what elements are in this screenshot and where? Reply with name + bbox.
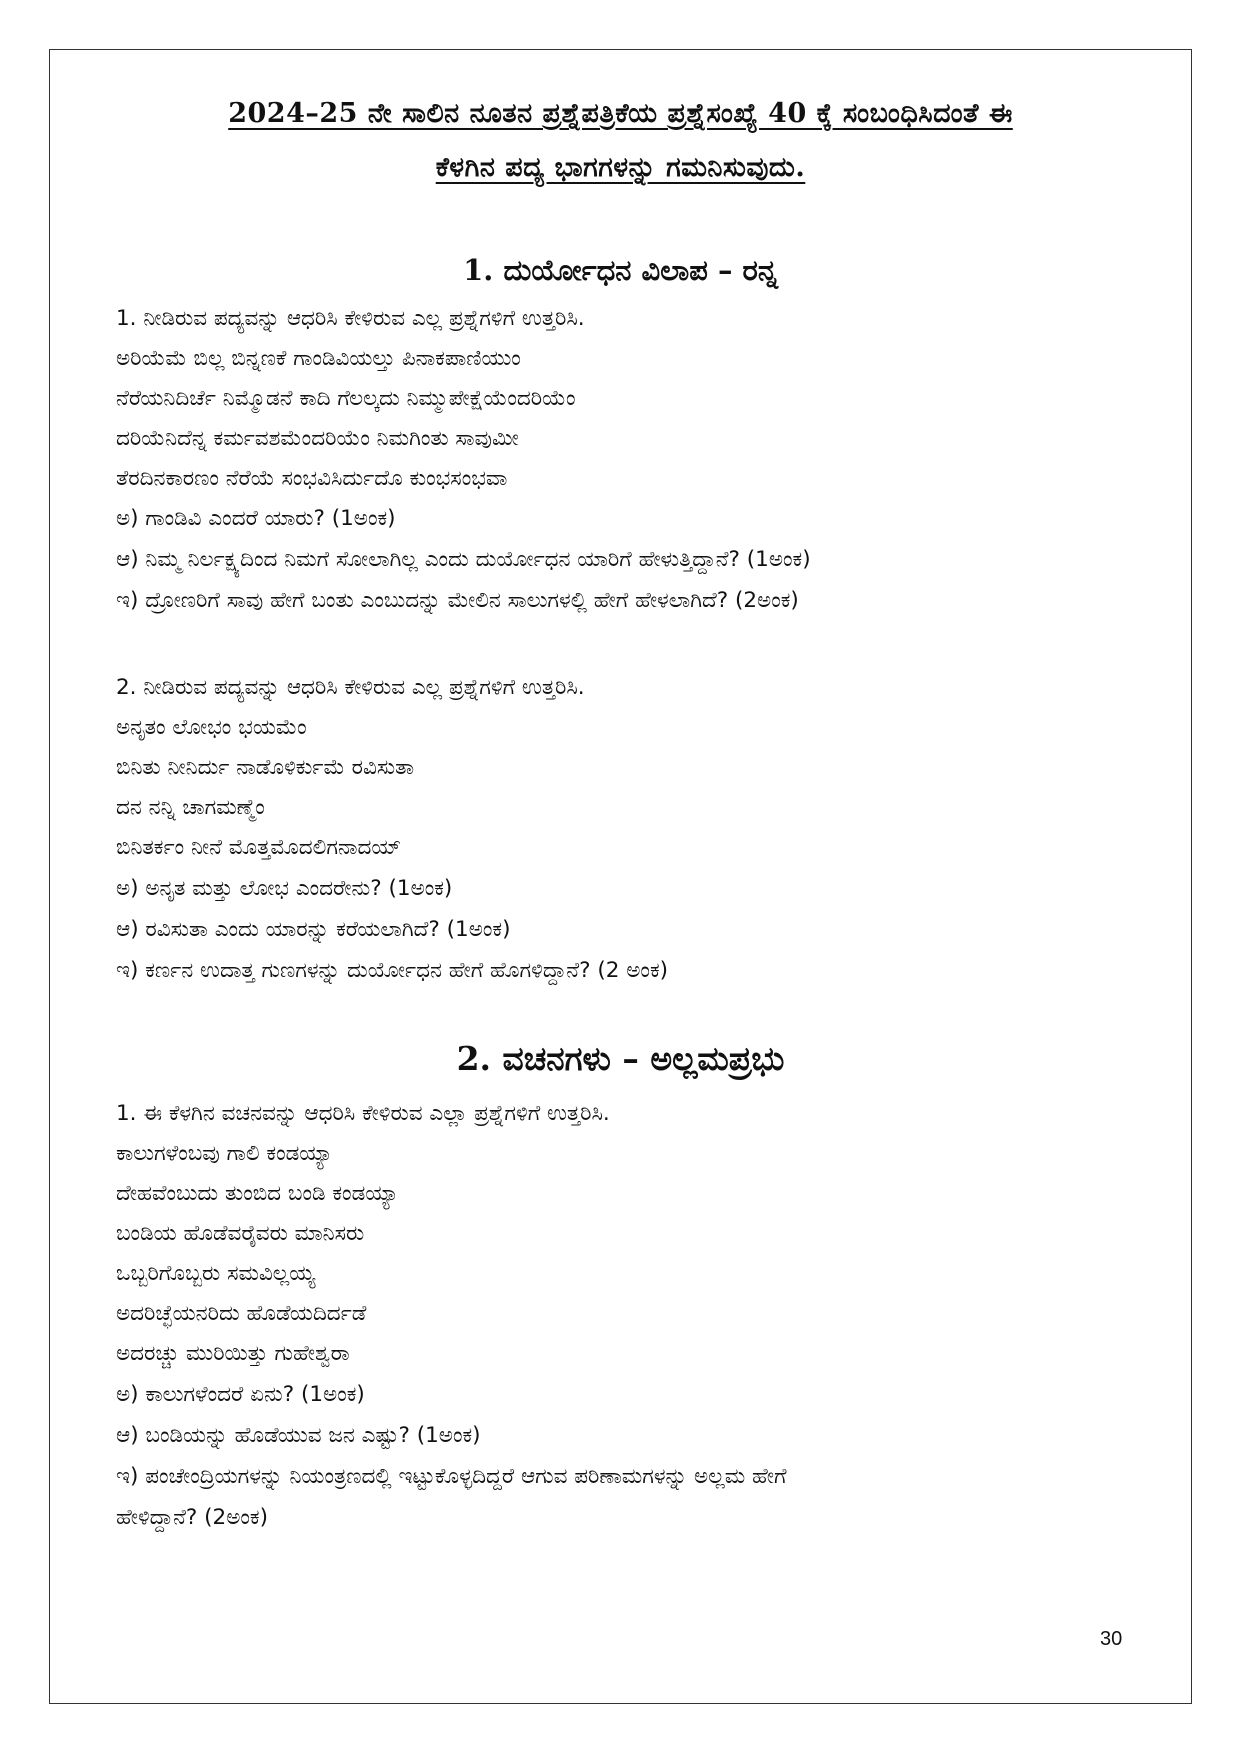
question: ಅ) ಗಾಂಡಿವಿ ಎಂದರೆ ಯಾರು? (1ಅಂಕ) xyxy=(116,506,396,531)
verse-line: ಕಾಲುಗಳೆಂಬವು ಗಾಲಿ ಕಂಡಯ್ಯಾ xyxy=(116,1141,333,1166)
question: ಇ) ಕರ್ಣನ ಉದಾತ್ತ ಗುಣಗಳನ್ನು ದುರ್ಯೋಧನ ಹೇಗೆ ಹೊಗಳಿದ್ದಾನೆ? (2 ಅಂಕ) xyxy=(116,958,669,983)
verse-line: ದನ ನನ್ನಿ ಚಾಗಮಣ್ಮೆಂ xyxy=(116,795,265,820)
section-2-title: 2. ವಚನಗಳು – ಅಲ್ಲಮಪ್ರಭು xyxy=(456,1039,785,1078)
verse-line: ಒಬ್ಬರಿಗೊಬ್ಬರು ಸಮವಿಲ್ಲಯ್ಯ xyxy=(116,1261,316,1286)
verse-line: ನೆರೆಯನಿದಿರ್ಚೆ ನಿಮ್ಮೊಡನೆ ಕಾದಿ ಗೆಲಲ್ಕದು ನಿಮ್ಮುಪೇಕ್ಷೆಯೆಂದರಿಯೆಂ xyxy=(116,386,576,411)
instruction: 1. ಈ ಕೆಳಗಿನ ವಚನವನ್ನು ಆಧರಿಸಿ ಕೇಳಿರುವ ಎಲ್ಲಾ ಪ್ರಶ್ನೆಗಳಿಗೆ ಉತ್ತರಿಸಿ. xyxy=(116,1101,610,1126)
verse-line: ಬಿನಿತು ನೀನಿರ್ದು ನಾಡೊಳಿರ್ಕುಮೆ ರವಿಸುತಾ xyxy=(116,755,415,780)
verse-line: ತೆರದಿನಕಾರಣಂ ನೆರೆಯೆ ಸಂಭವಿಸಿರ್ದುದೊ ಕುಂಭಸಂಭವಾ xyxy=(116,466,508,491)
verse-line: ಅನೃತಂ ಲೋಭಂ ಭಯಮೆಂ xyxy=(116,715,307,740)
instruction: 2. ನೀಡಿರುವ ಪದ್ಯವನ್ನು ಆಧರಿಸಿ ಕೇಳಿರುವ ಎಲ್ಲ ಪ್ರಶ್ನೆಗಳಿಗೆ ಉತ್ತರಿಸಿ. xyxy=(116,675,585,700)
question: ಆ) ನಿಮ್ಮ ನಿರ್ಲಕ್ಷ್ಯದಿಂದ ನಿಮಗೆ ಸೋಲಾಗಿಲ್ಲ ಎಂದು ದುರ್ಯೋಧನ ಯಾರಿಗೆ ಹೇಳುತ್ತಿದ್ದಾನೆ? (1ಅಂಕ) xyxy=(116,547,811,572)
page-heading-line-1: 2024–25 ನೇ ಸಾಲಿನ ನೂತನ ಪ್ರಶ್ನೆಪತ್ರಿಕೆಯ ಪ್ರಶ್ನೆಸಂಖ್ಯೆ 40 ಕ್ಕೆ ಸಂಬಂಧಿಸಿದಂತೆ ಈ xyxy=(228,98,1013,129)
verse-line: ದರಿಯೆನಿದೆನ್ನ ಕರ್ಮವಶಮೆಂದರಿಯೆಂ ನಿಮಗಿಂತು ಸಾವುಮೀ xyxy=(116,426,519,451)
verse-line: ಬಂಡಿಯ ಹೊಡೆವರೈವರು ಮಾನಿಸರು xyxy=(116,1221,365,1246)
question: ಇ) ದ್ರೋಣರಿಗೆ ಸಾವು ಹೇಗೆ ಬಂತು ಎಂಬುದನ್ನು ಮೇಲಿನ ಸಾಲುಗಳಲ್ಲಿ ಹೇಗೆ ಹೇಳಲಾಗಿದೆ? (2ಅಂಕ) xyxy=(116,588,799,613)
question: ಇ) ಪಂಚೇಂದ್ರಿಯಗಳನ್ನು ನಿಯಂತ್ರಣದಲ್ಲಿ ಇಟ್ಟುಕೊಳ್ಳದಿದ್ದರೆ ಆಗುವ ಪರಿಣಾಮಗಳನ್ನು ಅಲ್ಲಮ ಹೇಗೆ xyxy=(116,1464,787,1489)
question: ಆ) ರವಿಸುತಾ ಎಂದು ಯಾರನ್ನು ಕರೆಯಲಾಗಿದೆ? (1ಅಂಕ) xyxy=(116,917,511,942)
section-1-title: 1. ದುರ್ಯೋಧನ ವಿಲಾಪ – ರನ್ನ xyxy=(463,253,778,287)
question: ಅ) ಕಾಲುಗಳೆಂದರೆ ಏನು? (1ಅಂಕ) xyxy=(116,1382,365,1407)
question: ಆ) ಬಂಡಿಯನ್ನು ಹೊಡೆಯುವ ಜನ ಎಷ್ಟು? (1ಅಂಕ) xyxy=(116,1423,481,1448)
verse-line: ಅದರಿಚ್ಛೆಯನರಿದು ಹೊಡೆಯದಿರ್ದಡೆ xyxy=(116,1301,367,1326)
verse-line: ಅರಿಯೆಮೆ ಬಿಲ್ಲ ಬಿನ್ನಣಕೆ ಗಾಂಡಿವಿಯಲ್ತು ಪಿನಾಕಪಾಣಿಯುಂ xyxy=(116,346,521,371)
page-number: 30 xyxy=(1100,1628,1123,1650)
verse-line: ಬಿನಿತರ್ಕಂ ನೀನೆ ಮೊತ್ತಮೊದಲಿಗನಾದಯ್ xyxy=(116,835,402,860)
question-continuation: ಹೇಳಿದ್ದಾನೆ? (2ಅಂಕ) xyxy=(116,1505,268,1530)
verse-line: ದೇಹವೆಂಬುದು ತುಂಬಿದ ಬಂಡಿ ಕಂಡಯ್ಯಾ xyxy=(116,1181,399,1206)
page-heading-line-2: ಕೆಳಗಿನ ಪದ್ಯ ಭಾಗಗಳನ್ನು ಗಮನಿಸುವುದು. xyxy=(435,152,806,183)
verse-line: ಅದರಚ್ಚು ಮುರಿಯಿತ್ತು ಗುಹೇಶ್ವರಾ xyxy=(116,1341,350,1366)
question: ಅ) ಅನೃತ ಮತ್ತು ಲೋಭ ಎಂದರೇನು? (1ಅಂಕ) xyxy=(116,876,453,901)
instruction: 1. ನೀಡಿರುವ ಪದ್ಯವನ್ನು ಆಧರಿಸಿ ಕೇಳಿರುವ ಎಲ್ಲ ಪ್ರಶ್ನೆಗಳಿಗೆ ಉತ್ತರಿಸಿ. xyxy=(116,306,585,331)
